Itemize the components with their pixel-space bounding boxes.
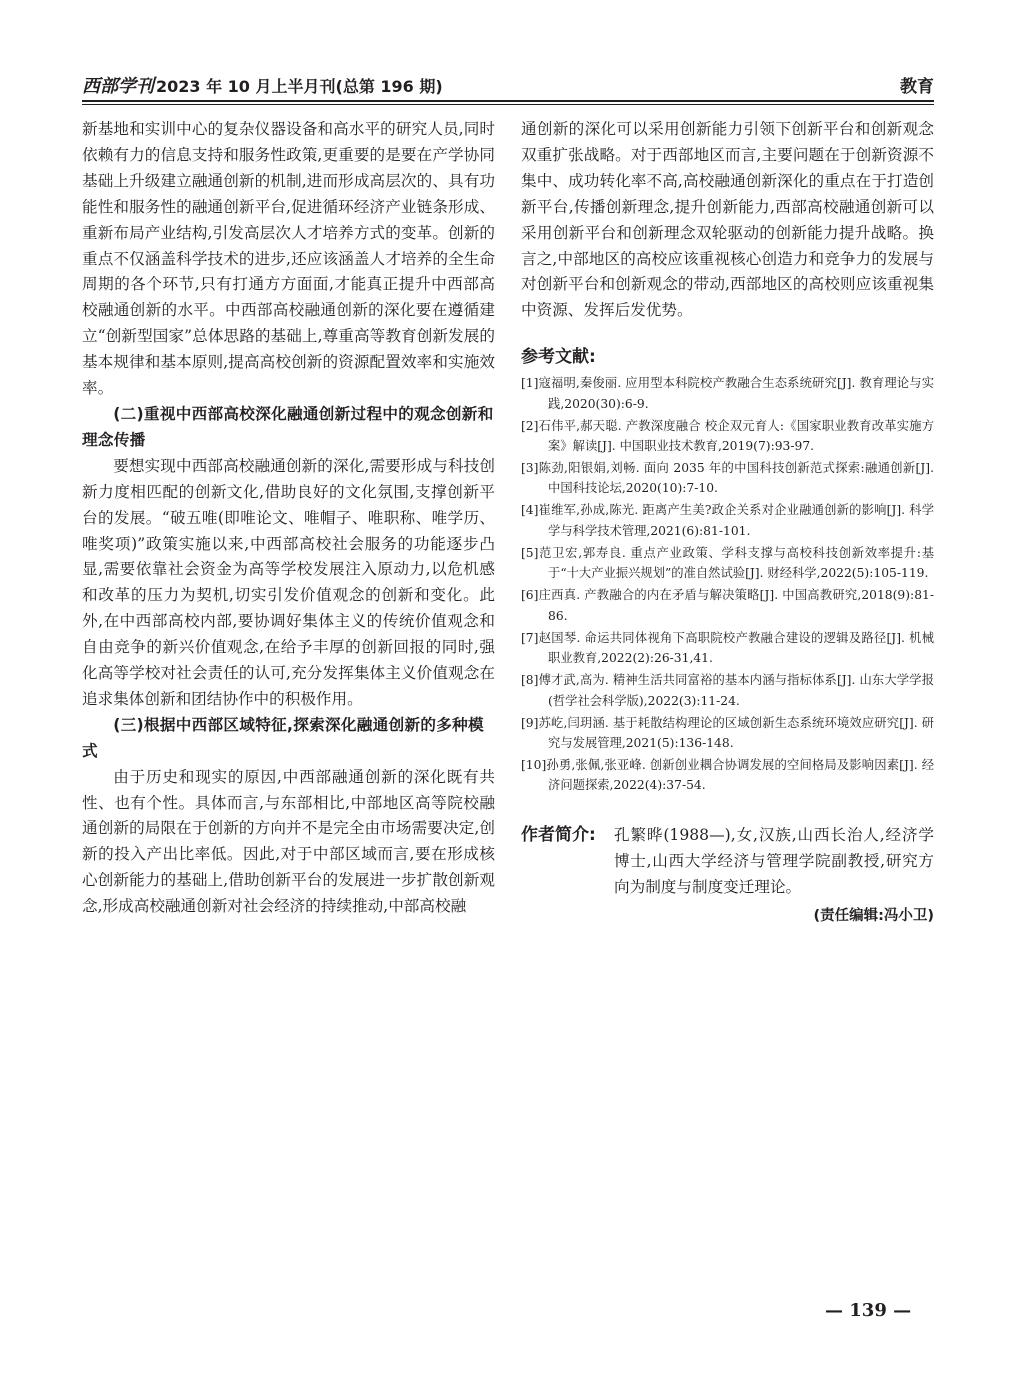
paragraph: 通创新的深化可以采用创新能力引领下创新平台和创新观念双重扩张战略。对于西部地区而言,主要问题在于创新资源不集中、成功转化率不高,高校融通创新深化的重点在于打造创新平台,传播创新理念,提升创新能力,西部高校融通创新可以采用创新平台和创新理念双轮驱动的创新能力提升战略。换言之,中部地区的高校应该重视核心创造力和竞争力的发展与对创新平台和创新观念的带动,西部地区的高校则应该重视集中资源、发挥后发优势。 (521, 120, 934, 320)
reference-item: [9]苏屹,闫玥涵. 基于耗散结构理论的区域创新生态系统环境效应研究[J]. 研究与发展管理,2021(5):136-148. (521, 715, 934, 750)
author-label: 作者简介: (521, 824, 596, 845)
journal-issue (82, 72, 443, 98)
page-header (82, 72, 934, 100)
reference-item: [6]庄西真. 产教融合的内在矛盾与解决策略[J]. 中国高教研究,2018(9):81-86. (521, 588, 934, 623)
page-number: — 139 — (825, 1300, 912, 1321)
paragraph: 新基地和实训中心的复杂仪器设备和高水平的研究人员,同时依赖有力的信息支持和服务性政策,更重要的是要在产学协同基础上升级建立融通创新的机制,进而形成高层次的、具有功能性和服务性的融通创新平台,促进循环经济产业链条形成、重新布局产业结构,引发高层次人才培养方式的变革。创新的重点不仅涵盖科学技术的进步,还应该涵盖人才培养的全生命周期的各个环节,只有打通方方面面,才能真正提升中西部高校融通创新的水平。中西部高校融通创新的深化要在遵循建立“创新型国家”总体思路的基础上,尊重高等教育创新发展的基本规律和基本原则,提高高校创新的资源配置效率和实施效率。 (82, 120, 495, 398)
paragraph: 由于历史和现实的原因,中西部融通创新的深化既有共性、也有个性。具体而言,与东部相比,中部地区高等院校融通创新的局限在于创新的方向并不是完全由市场需要决定,创新的投入产出比率低。因此,对于中部区域而言,要在形成核心创新能力的基础上,借助创新平台的发展进一步扩散创新观念,形成高校融通创新对社会经济的持续推动,中部高校融 (82, 767, 495, 916)
header-rule-thin (82, 104, 934, 105)
author-bio (521, 822, 934, 900)
reference-item: [5]范卫宏,郭寿良. 重点产业政策、学科支撑与高校科技创新效率提升:基于“十大产业振兴规划”的准自然试验[J]. 财经科学,2022(5):105-119. (521, 545, 934, 581)
reference-item: [8]傅才武,高为. 精神生活共同富裕的基本内涵与指标体系[J]. 山东大学学报(哲学社会科学版),2022(3):11-24. (521, 673, 934, 708)
left-column (82, 117, 495, 920)
paragraph: 要想实现中西部高校融通创新的深化,需要形成与科技创新力度相匹配的创新文化,借助良好的文化氛围,支撑创新平台的发展。“破五唯(即唯论文、唯帽子、唯职称、唯学历、唯奖项)”政策实施以来,中西部高校社会服务的功能逐步凸显,需要依靠社会资金为高等学校发展注入原动力,以危机感和改革的压力为契机,切实引发价值观念的创新和变化。此外,在中西部高校内部,要协调好集体主义的传统价值观念和自由竞争的新兴价值观念,在给予丰厚的创新回报的同时,强化高等学校对社会责任的认可,充分发挥集体主义价值观念在追求集体创新和团结协作中的积极作用。 (82, 456, 495, 708)
reference-item: [3]陈劲,阳银娟,刘畅. 面向 2035 年的中国科技创新范式探索:融通创新[J]. 中国科技论坛,2020(10):7-10. (521, 461, 934, 496)
header-rule-thick (82, 100, 934, 102)
right-column (521, 117, 934, 925)
reference-item: [1]寇福明,秦俊丽. 应用型本科院校产教融合生态系统研究[J]. 教育理论与实践,2020(30):6-9. (521, 376, 934, 411)
reference-item: [10]孙勇,张佩,张亚峰. 创新创业耦合协调发展的空间格局及影响因素[J]. 经济问题探索,2022(4):37-54. (521, 757, 934, 793)
section-heading-2: (二)重视中西部高校深化融通创新过程中的观念创新和理念传播 (82, 404, 494, 449)
section-heading-3: (三)根据中西部区域特征,探索深化融通创新的多种模式 (82, 715, 484, 760)
editor-credit: (责任编辑:冯小卫) (813, 907, 934, 924)
reference-item: [2]石伟平,郝天聪. 产教深度融合 校企双元育人:《国家职业教育改革实施方案》解读[J]. 中国职业技术教育,2019(7):93-97. (521, 418, 934, 454)
reference-item: [4]崔维军,孙成,陈光. 距离产生美?政企关系对企业融通创新的影响[J]. 科学学与科学技术管理,2021(6):81-101. (521, 503, 934, 538)
journal-logo: 西部学刊 (82, 76, 154, 97)
references-title: 参考文献: (521, 347, 596, 368)
author-text: 孔繁晔(1988—),女,汉族,山西长治人,经济学博士,山西大学经济与管理学院副教授,研究方向为制度与制度变迁理论。 (614, 825, 934, 896)
section-label: 教育 (900, 77, 934, 97)
issue-label: 2023 年 10 月上半月刊(总第 196 期) (156, 77, 443, 96)
references-list (521, 373, 934, 795)
reference-item: [7]赵国琴. 命运共同体视角下高职院校产教融合建设的逻辑及路径[J]. 机械职业教育,2022(2):26-31,41. (521, 630, 934, 666)
